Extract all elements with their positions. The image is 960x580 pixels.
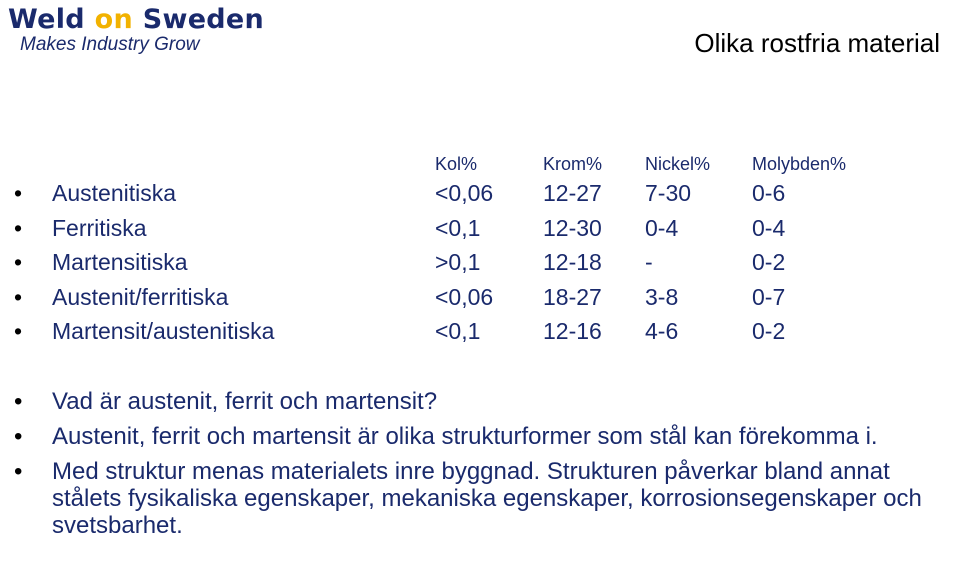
bullet-icon: •: [14, 423, 23, 450]
bullet-icon: •: [14, 388, 23, 415]
cell-molybden: 0-6: [752, 180, 786, 206]
cell-krom: 18-27: [543, 283, 602, 310]
table-row: [0, 215, 960, 250]
row-name: Martensit/austenitiska: [52, 318, 275, 344]
logo-text-weld: Weld: [8, 4, 95, 35]
bullet-icon: •: [14, 283, 23, 310]
cell-nickel: 4-6: [645, 318, 679, 344]
bullet-text: Austenit, ferrit och martensit är olika strukturformer som stål kan förekomma i.: [52, 423, 878, 450]
cell-krom: 12-16: [543, 318, 602, 344]
cell-nickel: 7-30: [645, 180, 692, 206]
cell-kol: <0,06: [435, 283, 494, 310]
cell-krom: 12-27: [543, 180, 602, 206]
logo-text-on: on: [94, 4, 133, 35]
column-header-molybden: Molybden%: [752, 154, 847, 174]
cell-kol: <0,06: [435, 180, 494, 206]
cell-krom: 12-30: [543, 214, 602, 241]
table-row: [0, 180, 960, 215]
row-name: Austenitiska: [52, 180, 177, 206]
cell-kol: <0,1: [435, 214, 481, 241]
row-name: Martensitiska: [52, 249, 188, 275]
bullet-text: Vad är austenit, ferrit och martensit?: [52, 388, 438, 415]
table-header: [0, 150, 960, 180]
cell-nickel: 0-4: [645, 214, 679, 241]
column-header-kol: Kol%: [435, 154, 478, 174]
cell-molybden: 0-2: [752, 249, 786, 275]
bullet-item: [0, 388, 960, 415]
cell-krom: 12-18: [543, 249, 602, 275]
table-row: [0, 318, 960, 353]
bullet-item: [0, 458, 960, 539]
tagline: Makes Industry Grow: [20, 34, 200, 55]
composition-table: [0, 150, 960, 353]
slide-title: Olika rostfria material: [694, 28, 940, 58]
table-row: [0, 284, 960, 319]
bullet-icon: •: [14, 214, 23, 241]
logo: [8, 6, 264, 33]
bullet-list: [0, 388, 960, 547]
cell-molybden: 0-2: [752, 318, 786, 344]
cell-kol: >0,1: [435, 249, 481, 275]
row-name: Austenit/ferritiska: [52, 283, 229, 310]
column-header-krom: Krom%: [543, 154, 603, 174]
cell-kol: <0,1: [435, 318, 481, 344]
cell-molybden: 0-4: [752, 214, 786, 241]
cell-nickel: -: [645, 249, 653, 275]
bullet-text: Med struktur menas materialets inre byggnad. Strukturen påverkar bland annat stålets fysikaliska egenskaper, mekaniska egenskaper, korrosionsegenskaper och svetsbarhet.: [52, 458, 922, 539]
bullet-icon: •: [14, 249, 23, 275]
bullet-icon: •: [14, 318, 23, 344]
bullet-icon: •: [14, 458, 23, 485]
bullet-item: [0, 423, 960, 450]
bullet-icon: •: [14, 180, 23, 206]
cell-nickel: 3-8: [645, 283, 679, 310]
cell-molybden: 0-7: [752, 283, 786, 310]
table-row: [0, 249, 960, 284]
logo-text-sweden: Sweden: [133, 4, 265, 35]
row-name: Ferritiska: [52, 214, 147, 241]
column-header-nickel: Nickel%: [645, 154, 711, 174]
